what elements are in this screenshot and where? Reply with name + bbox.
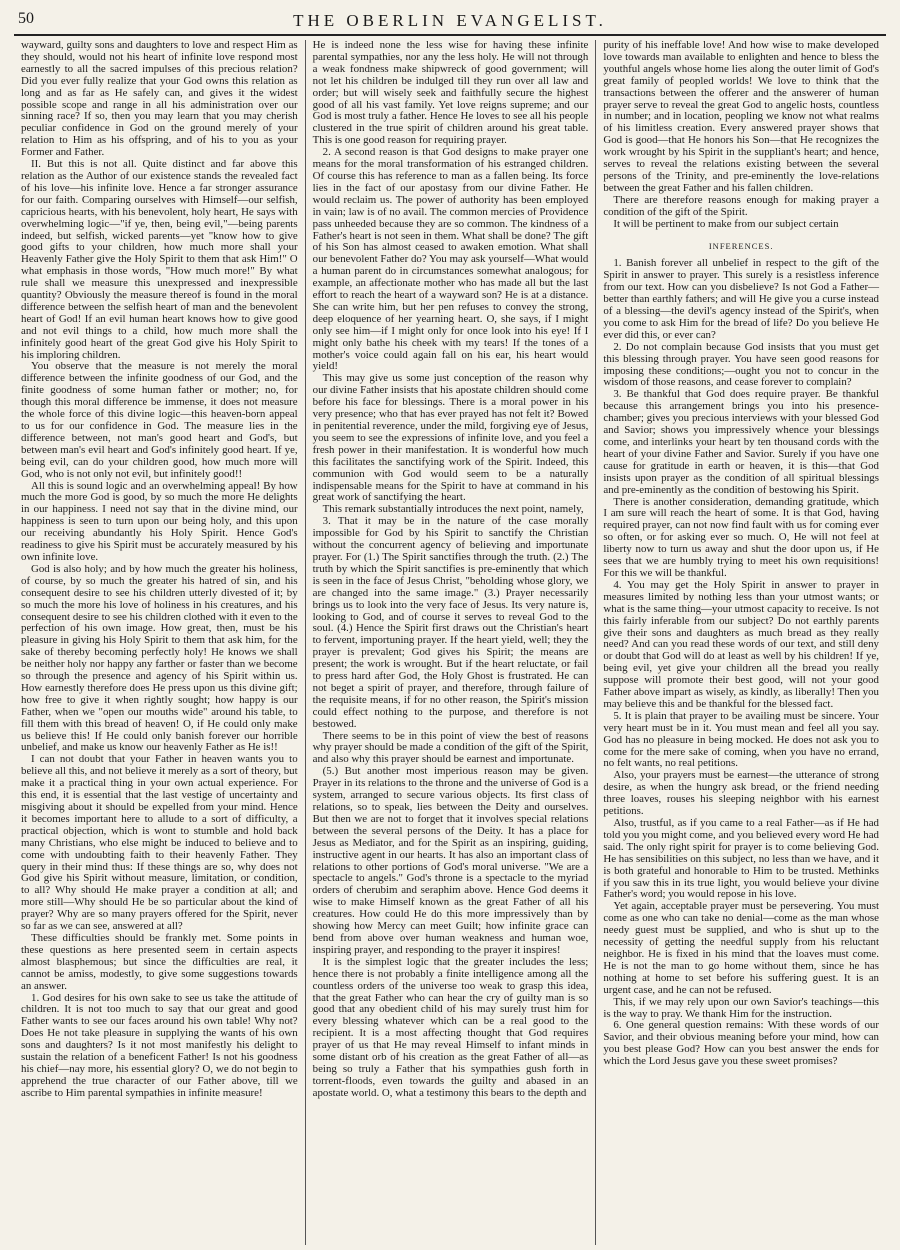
paragraph: 3. That it may be in the nature of the case morally impossible for God by his Spirit to sanctify the Christian without the concurrent agency of believing and importunate prayer. For (1.) The Spirit sanctifies through the truth. (2.) The truth by which the Spirit sanctifies is pre-eminently that which is seen in the face of Jesus Christ, "beholding whose glory, we are changed into the same image." (3.) Prayer necessarily brings us to look into the very face of Jesus. Its very nature is, looking to God, and of course it serves to reveal God to the soul. (4.) Hence the Spirit first draws out the Christian's heart to fervent, importuning prayer. If the heart yield, well; they the prayer is prevalent; God gives his Spirit; the means are present; the work is wrought. But if the heart reluctate, or fail to press hard after God, the Holy Ghost is frustrated. He can not beget a spirit of prayer, and therefore, through failure of the requisite means, if for no other reason, the Spirit's mission could effect nothing to the purpose, and therefore is not bestowed. — [312, 515, 589, 730]
paragraph: He is indeed none the less wise for having these infinite parental sympathies, nor any the less holy. He will not through a weak fondness make shipwreck of good government; will not let his children be indulged till they run over all law and order; but will wisely seek and faithfully secure the highest good of all his vast family. Yet love reigns supreme; and our God is most truly a father. Hence He loves to see all his people clustered in the true spirit of children around his great table. This is one good reason for requiring prayer. — [312, 40, 589, 147]
inference-paragraph: 3. Be thankful that God does require prayer. Be thankful because this arrangement brings you into his presence-chamber; gives you precious interviews with your blessed God and Savior; shows you impressively whence your blessings come, and interlinks your heart by ten thousand cords with the heart of your divine Father and Savior. Surely if you have one cause for gratitude in earth or heaven, it is this—that God insists upon prayer as the condition of all spiritual blessings and pre-eminently as the condition of bestowing his Spirit. — [603, 388, 879, 496]
inference-paragraph: There is another consideration, demanding gratitude, which I am sure will reach the heart of some. It is that God, having required prayer, can not now find fault with us for coming ever so often, or for asking ever so much. O, He will not feel at liberty now to turn us away and shut the door upon us, if He sees that we are humbly trying to meet his own requisitions! For this we will be thankful. — [603, 495, 879, 579]
paragraph: This may give us some just conception of the reason why our divine Father insists that his apostate children should come before his face for blessings. There is a moral power in his very presence; who that has ever prayed has not felt it? Bowed in penitential reverence, under the mild, forgiving eye of Jesus, you seem to see the expressions of infinite love, and you feel a fresh power in their manifestation. It is wonderful how much this facilitates the sanctifying work of the Spirit. Indeed, this communion with God would seem to be a naturally indispensable means for the Spirit to have at command in his great work of sanctifying the heart. — [312, 372, 589, 504]
inference-paragraph: 4. You may get the Holy Spirit in answer to prayer in measures limited by nothing less than your utmost wants; or what is the same thing—your utmost capacity to receive. Is not this fairly inferable from our subject? Do not earthly parents give their sons and daughters as much bread as they really need? And can you read these words of our text, and still deny or doubt that God will do at least as well by his children! If ye, being evil, yet give your children all the bread you really suppose will promote their best good, will not your good Father above impart as wisely, as kindly, as liberally! Then you may believe this and be thankful for the blessed fact. — [603, 578, 879, 710]
inference-paragraph: Also, trustful, as if you came to a real Father—as if He had told you you might come, and you believed every word He had said. The only right spirit for prayer is to come believing God. He has sensibilities on this subject, no less than we have, and it is both grateful and honorable to Him to be trusted. Methinks if you saw this in its true light, you would believe your divine Father's word; you would repose in his love. — [603, 817, 879, 901]
paragraph: This remark substantially introduces the next point, namely, — [322, 503, 584, 516]
paragraph: All this is sound logic and an overwhelming appeal! By how much the more God is good, by so much the more He delights in our happiness. I need not say that in the divine mind, our happiness is seen to turn upon our being holy, and this upon our receiving abundantly his Holy Spirit. Hence God's readiness to give his Spirit must be accurately measured by his own infinite love. — [21, 479, 298, 563]
inference-paragraph: 1. Banish forever all unbelief in respect to the gift of the Spirit in answer to prayer. This surely is a resistless inference from our text. How can you disbelieve? Is not God a Father—better than earthly fathers; and will He give you a curse instead of a blessing—the devil's agency instead of the Spirit's, when you come to ask Him for the bread of life? Do you believe He ever did this, or ever can? — [603, 257, 879, 341]
masthead — [14, 8, 886, 36]
inference-paragraph: Yet again, acceptable prayer must be persevering. You must come as one who can take no denial—come as the man whose needy guest must be supplied, and who is shut up to the necessity of getting the needful supply from his reluctant neighbor. He is fixed in his mind that the loaves must come. He is not the man to go home without them, since he has nothing at home to set before his suffering guest. It is an urgent case, and he can not be refused. — [603, 900, 879, 996]
page-number: 50 — [18, 10, 34, 27]
paragraph: These difficulties should be frankly met. Some points in these questions as here presented seem in certain aspects almost blasphemous; but since the difficulties are real, it cannot be amiss, modestly, to give some suggestions towards an answer. — [21, 931, 298, 992]
paragraph: I can not doubt that your Father in heaven wants you to believe all this, and not believe it merely as a sort of theory, but make it a practical thing in your own actual experience. For this end, it is essential that the last vestige of uncertainty and misgiving about it should be expelled from your mind. Hence it becomes important here to allude to a sort of difficulty, a practical objection, which is wont to stumble and hold back many Christians, who else might be induced to believe and to come with undoubting faith to their heavenly Father. They query in their mind thus: If these things are so, why does not God give his Spirit without measure, limitation, or condition, to all? Why should He make prayer a condition at all; and more still—Why should He be so particular about the kind of prayer? Why are so many prayers offered for the Spirit, never so far as we can see, answered at all? — [21, 753, 298, 933]
paragraph: 1. God desires for his own sake to see us take the attitude of children. It is not too much to say that our great and good Father wants to see our faces around his own table! Why not? Does He not take pleasure in supplying the wants of his own sons and daughters? Is it not most manifestly his delight to sustain the relation of a beneficent Father! Is not his goodness his chief—nay more, his essential glory? O, we do not begin to apprehend the true character of our Father above, till we ascribe to Him parental sympathies in infinite measure! — [21, 991, 298, 1099]
paragraph: (5.) But another most imperious reason may be given. Prayer in its relations to the throne and the universe of God is a system, arranged to secure various objects. Its first class of relations, so to speak, lies between the Deity and ourselves. But then we are not to forget that it involves special relations between the several persons of the Deity. It has a place for Jesus as Mediator, and for the Spirit as an inspiring, guiding, instructive agent in our hearts. It has also an important class of relations to other portions of God's moral universe. "We are a spectacle to angels." God's throne is a spectacle to the myriad orders of cherubim and seraphim above. Hence God deems it wise to make Himself known as the great Father of all his creatures. How could He do this more impressively than by showing how Mercy can meet Guilt; how infinite grace can bend from above over human weakness and human woe, inspiring prayer, and responding to the prayer it inspires! — [312, 765, 589, 956]
column-1 — [14, 40, 305, 1245]
inference-paragraph: 6. One general question remains: With these words of our Savior, and their obvious meaning before your mind, how can you best please God? How can you best answer the ends for which the Lord Jesus gave you these sweet promises? — [603, 1019, 879, 1068]
column-2 — [305, 40, 596, 1245]
paragraph: It will be pertinent to make from our subject certain — [613, 217, 839, 230]
paragraph: You observe that the measure is not merely the moral difference between the infinite goodness of our God, and the finite goodness of some human father or mother; no, for though this moral difference be immense, it does not measure the whole force of this divine logic—this heaven-born appeal to us for our confidence in God. The measure lies in the difference between, not man's good heart and God's, but between man's evil heart and God's infinitely good heart. If ye, being evil, can do your children good, how much more will God, who is not only not evil, but infinitely good!! — [21, 360, 298, 480]
paragraph: There are therefore reasons enough for making prayer a condition of the gift of the Spirit. — [603, 193, 879, 218]
article-columns — [14, 40, 886, 1245]
inference-paragraph: Also, your prayers must be earnest—the utterance of strong desire, as when the hungry ask bread, or the friend needing three loaves, rouses his sleeping neighbor with his earnest petitions. — [603, 769, 879, 818]
column-3 — [595, 40, 886, 1245]
journal-title: THE OBERLIN EVANGELIST. — [293, 11, 607, 30]
paragraph: It is the simplest logic that the greater includes the less; hence there is not probably a finite intelligence among all the countless orders of the universe too weak to grasp this idea, that the great Father who can hear the cry of guilty man is so good that any obedient child of his may surely trust him for every blessing whatever which can be a real good to the recipient. It is a most affecting thought that God requires prayer of us that He may reveal Himself to infant minds in some distant orb of his creation as the great Father of all—as being so truly a Father that his sympathies gush forth in torrent-floods, even towards the guilty and abased in an apostate world. O, what a testimony this bears to the depth and — [312, 955, 589, 1099]
inference-paragraph: This, if we may rely upon our own Savior's teachings—this is the way to pray. We thank Him for the instruction. — [603, 995, 879, 1020]
paragraph: purity of his ineffable love! And how wise to make developed love towards man available to enlighten and hence to bless the youthful angels whose home lies along the outer limit of God's great family of peopled worlds! We love to think that the transactions between the offerer and the answerer of human prayer serve to reveal the great God to angelic hosts, countless in number; and in location, peopling we know not what realms of his limitless creation. Every answered prayer shows that God is good—that He honors his Son—that He recognizes the work wrought by his Spirit in the suppliant's heart; and hence, serves to reveal the relations existing between the several persons of the Trinity, and pre-eminently the love-relations between the great Father and his fallen children. — [603, 40, 879, 194]
inference-paragraph: 5. It is plain that prayer to be availing must be sincere. Your very heart must be in it. You must mean and feel all you say. God has no pleasure in being mocked. He does not ask you to come for the mere sake of coming, when you have no errand, no felt wants, no real petitions. — [603, 709, 879, 770]
section-heading-inferences: INFERENCES. — [708, 240, 774, 251]
paragraph: wayward, guilty sons and daughters to love and respect Him as they should, would not his heart of infinite love respond most earnestly to all the sacred impulses of this precious relation? Did you ever fully realize that your God owns this relation as long and as far as He safely can, and gives it the widest possible scope and range in all his administration over our sinning race? If so, then you may learn that you may cherish peculiar confidence in God on the ground merely of your relation to Him as his offspring, and of his to you as your Former and Father. — [21, 40, 298, 159]
paragraph: II. But this is not all. Quite distinct and far above this relation as the Author of our existence stands the revealed fact of his love—his infinite love. Hence a far stronger assurance for our faith. Comparing ourselves with Himself—our selfish, capricious hearts, with his benevolent, holy heart, He says with overwhelming logic—"if ye, then, being evil,"—being parents indeed, but selfish, wicked parents—yet "know how to give good gifts to your children, how much more shall your Heavenly Father give the Holy Spirit to them that ask Him!" O what emphasis in those words, "How much more!" By what rule shall we measure this unexpressed and inexpressible quantity? Obviously the measure thereof is found in the moral difference between the selfish heart of man and the benevolent heart of God! If an evil human heart knows how to give good and not evil things to a child, how much more shall the infinitely good heart of the great God give his Holy Spirit to his imploring children. — [21, 158, 298, 361]
paragraph: God is also holy; and by how much the greater his holiness, of course, by so much the greater his hatred of sin, and his consequent desire to see his children utterly divested of it; by so much the more his love of holiness in his creatures, and his consequent desire to see his children clothed with it even to the perfection of his own image. How great, then, must be his pleasure in giving his Holy Spirit to them that ask him, for the sake of thereby becoming perfectly holy! He knows we shall be neither holy nor happy any farther or faster than we become so through the presence and agency of his Spirit within us. How earnestly therefore does He press upon us this divine gift; how free to give it when rightly sought; how happy is our Father, when we "open our mouths wide" around his table, to fill them with this bread of heaven! O, if He could only make us believe this! If He could only banish forever our horrible unbelief, and make us know our heavenly Father as He is!! — [21, 562, 298, 754]
paragraph: 2. A second reason is that God designs to make prayer one means for the moral transformation of his estranged children. Of course this has reference to man as a fallen being. Its force lies in the fact of our apostasy from our divine Father. He would reclaim us. The power of authority has been employed in vain; law is of no avail. The common mercies of Providence pass unheeded because they are so common. The kindness of a Father's heart is not seen in them. What shall be done? The gift of his Son has almost ceased to awaken emotion. What shall our benevolent Father do? You may ask yourself—What would a human parent do in circumstances somewhat analogous; for example, an affectionate mother who has made all but the last effort to reach the heart of a wayward son? He is at a distance. She can write him, but her pen refuses to convey the strong, deep eloquence of her yearning heart. O, she says, if I might only see him—if I might only for once look into his eye! If I might only bathe his cheek with my tears! If the tones of a mother's voice could again fall on his ear, his heart would yield! — [312, 146, 589, 373]
paragraph: There seems to be in this point of view the best of reasons why prayer should be made a condition of the gift of the Spirit, and also why this prayer should be earnest and importunate. — [312, 729, 589, 766]
inference-paragraph: 2. Do not complain because God insists that you must get this blessing through prayer. You have seen good reasons for imposing these conditions;—ought you not to concur in the wisdom of those reasons, and cease forever to complain? — [603, 340, 879, 389]
